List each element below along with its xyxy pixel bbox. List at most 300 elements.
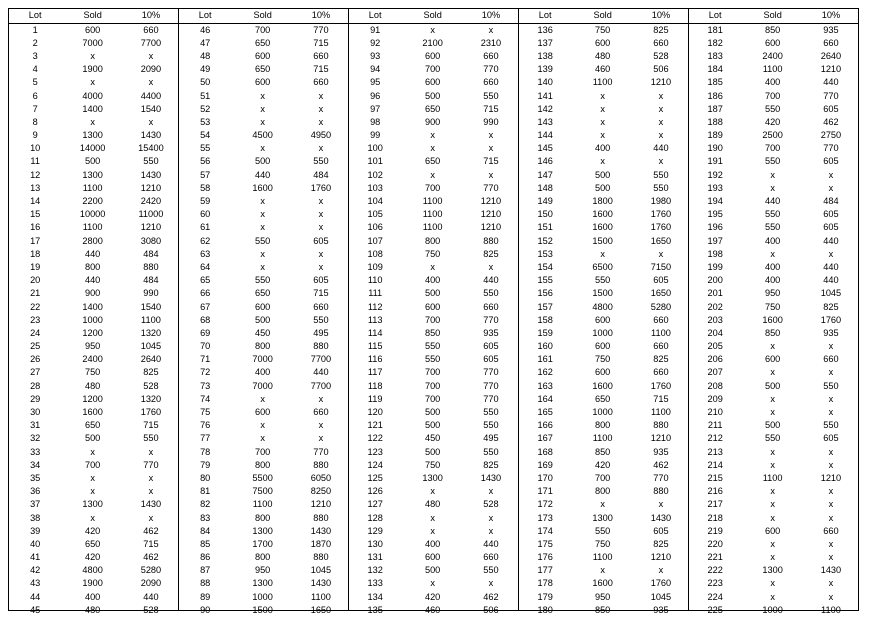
sold-cell: x (770, 393, 775, 404)
table-row (349, 50, 518, 63)
ten-percent-cell: 1210 (480, 222, 502, 233)
ten-percent-cell: 660 (143, 24, 159, 35)
table-row (179, 116, 348, 129)
table-row (349, 261, 518, 274)
table-row (689, 406, 858, 419)
ten-percent-cell: 4950 (310, 130, 332, 141)
table-row (179, 182, 348, 195)
lot-cell: 12 (30, 169, 41, 180)
lot-cell: 101 (367, 156, 383, 167)
sold-cell: 1300 (82, 499, 103, 510)
ten-percent-cell: x (148, 486, 154, 497)
ten-percent-cell: 715 (483, 156, 499, 167)
table-row (179, 525, 348, 538)
table-row (689, 155, 858, 168)
table-row (179, 577, 348, 590)
table-row (519, 76, 688, 89)
table-row (689, 604, 858, 617)
ten-percent-cell: x (488, 512, 494, 523)
lot-cell: 99 (370, 130, 381, 141)
ten-percent-cell: 550 (313, 156, 329, 167)
sold-cell: 600 (424, 50, 441, 61)
sold-cell: x (600, 156, 605, 167)
lot-cell: 145 (537, 143, 553, 154)
sold-cell: 950 (84, 341, 101, 352)
sold-cell: 400 (84, 591, 101, 602)
lot-cell: 49 (200, 64, 211, 75)
lot-cell: 115 (367, 341, 383, 352)
ten-percent-cell: 770 (483, 380, 499, 391)
sold-cell: 1800 (592, 196, 613, 207)
sold-cell: 1200 (82, 393, 103, 404)
lot-cell: 103 (367, 182, 383, 193)
table-row (349, 538, 518, 551)
table-row (179, 169, 348, 182)
table-row (349, 393, 518, 406)
sold-cell: x (260, 222, 265, 233)
sold-cell: 500 (764, 380, 781, 391)
lot-cell: 165 (537, 407, 553, 418)
sold-cell: 6500 (592, 261, 613, 272)
table-row (179, 301, 348, 314)
table-row (349, 472, 518, 485)
lot-cell: 93 (370, 50, 381, 61)
ten-percent-cell: 7700 (310, 354, 332, 365)
ten-percent-cell: x (488, 261, 494, 272)
table-row (519, 208, 688, 221)
lot-cell: 185 (707, 77, 723, 88)
lot-cell: 141 (537, 90, 553, 101)
ten-percent-cell: 1320 (140, 393, 162, 404)
sold-cell: 1300 (592, 512, 613, 523)
ten-percent-cell: 1430 (480, 472, 502, 483)
sold-cell: 550 (254, 275, 271, 286)
table-row (349, 24, 518, 37)
sold-cell: x (430, 578, 435, 589)
table-row (349, 498, 518, 511)
ten-percent-cell: 935 (823, 327, 839, 338)
ten-percent-cell: 4400 (140, 90, 162, 101)
ten-percent-cell: 2310 (480, 37, 502, 48)
sold-cell: 1100 (762, 472, 783, 483)
ten-percent-cell: 440 (823, 235, 839, 246)
ten-percent-cell: x (488, 169, 494, 180)
ten-percent-cell: 1210 (140, 222, 162, 233)
lot-cell: 23 (30, 314, 41, 325)
ten-percent-cell: 660 (653, 341, 669, 352)
table-row (349, 103, 518, 116)
ten-percent-cell: 880 (313, 341, 329, 352)
sold-cell: x (260, 103, 265, 114)
table-row (9, 24, 178, 37)
sold-cell: x (430, 486, 435, 497)
sold-cell: 1300 (82, 169, 103, 180)
table-row (349, 446, 518, 459)
lot-cell: 61 (200, 222, 211, 233)
lot-cell: 150 (537, 209, 553, 220)
ten-percent-cell: 715 (143, 538, 159, 549)
table-row (519, 498, 688, 511)
ten-percent-cell: 5280 (650, 301, 672, 312)
table-row (179, 63, 348, 76)
table-row (689, 419, 858, 432)
lot-cell: 31 (30, 420, 41, 431)
lot-cell: 97 (370, 103, 381, 114)
sold-cell: 1300 (252, 578, 273, 589)
header-row (349, 9, 518, 24)
sold-cell: x (90, 486, 95, 497)
sold-cell: 750 (594, 354, 611, 365)
lot-cell: 2 (32, 37, 38, 48)
table-column-group (348, 9, 518, 615)
sold-cell: 550 (424, 341, 441, 352)
lot-cell: 188 (707, 116, 723, 127)
ten-percent-cell: 770 (143, 459, 159, 470)
lot-cell: 219 (707, 525, 723, 536)
ten-percent-cell: x (318, 261, 324, 272)
sold-cell: 650 (424, 103, 441, 114)
table-row (519, 248, 688, 261)
lot-cell: 139 (537, 64, 553, 75)
table-row (9, 155, 178, 168)
table-row (349, 129, 518, 142)
sold-cell: x (430, 130, 435, 141)
table-row (519, 577, 688, 590)
lot-cell: 208 (707, 380, 723, 391)
lot-cell: 40 (30, 538, 41, 549)
sold-cell: 550 (424, 354, 441, 365)
ten-percent-cell: 770 (483, 182, 499, 193)
sold-cell: 600 (764, 37, 781, 48)
sold-cell: 750 (594, 538, 611, 549)
table-row (689, 37, 858, 50)
sold-cell: 550 (764, 209, 781, 220)
table-row (179, 366, 348, 379)
table-row (689, 551, 858, 564)
lot-cell: 151 (537, 222, 553, 233)
lot-cell: 39 (30, 525, 41, 536)
lot-cell: 9 (32, 130, 38, 141)
lot-cell: 17 (30, 235, 41, 246)
ten-percent-cell: 1650 (310, 604, 332, 615)
table-row (689, 577, 858, 590)
sold-cell: 420 (424, 591, 441, 602)
ten-percent-cell: 1760 (650, 578, 672, 589)
ten-percent-cell: 605 (313, 235, 329, 246)
ten-percent-cell: 1760 (310, 182, 332, 193)
sold-cell: 500 (424, 288, 441, 299)
sold-cell: 700 (424, 380, 441, 391)
lot-cell: 149 (537, 196, 553, 207)
ten-percent-cell: 825 (483, 248, 499, 259)
ten-percent-cell: 1100 (311, 591, 331, 602)
lot-cell: 92 (370, 37, 381, 48)
ten-percent-cell: 1430 (310, 525, 332, 536)
sold-cell: 7500 (252, 486, 273, 497)
sold-header: Sold (423, 10, 442, 20)
table-row (519, 419, 688, 432)
sold-cell: x (260, 196, 265, 207)
table-row (9, 248, 178, 261)
ten-percent-cell: 605 (313, 275, 329, 286)
ten-percent-cell: x (148, 116, 154, 127)
lot-cell: 96 (370, 90, 381, 101)
table-row (179, 472, 348, 485)
table-row (519, 472, 688, 485)
ten-percent-cell: x (148, 77, 154, 88)
sold-cell: 600 (254, 77, 271, 88)
sold-cell: 700 (424, 182, 441, 193)
sold-cell: 480 (84, 604, 101, 615)
sold-cell: 550 (594, 275, 611, 286)
ten-percent-cell: 660 (483, 77, 499, 88)
sold-cell: 550 (764, 433, 781, 444)
sold-cell: 440 (84, 275, 101, 286)
lot-cell: 4 (32, 64, 38, 75)
table-row (519, 327, 688, 340)
ten-percent-cell: 7700 (310, 380, 332, 391)
ten-percent-cell: 825 (653, 538, 669, 549)
table-row (9, 76, 178, 89)
lot-cell: 106 (367, 222, 383, 233)
ten-percent-cell: 1100 (141, 314, 161, 325)
lot-cell: 170 (537, 472, 553, 483)
sold-header: Sold (593, 10, 612, 20)
lot-cell: 74 (200, 393, 211, 404)
ten-percent-cell: 1210 (140, 182, 162, 193)
sold-cell: x (600, 565, 605, 576)
lot-cell: 211 (707, 420, 723, 431)
lot-cell: 210 (707, 407, 723, 418)
lot-cell: 105 (367, 209, 383, 220)
sold-cell: 750 (424, 459, 441, 470)
lot-cell: 27 (30, 367, 41, 378)
table-row (179, 274, 348, 287)
sold-cell: x (430, 24, 435, 35)
sold-cell: x (770, 499, 775, 510)
ten-percent-cell: 1650 (650, 288, 672, 299)
ten-percent-header: 10% (481, 10, 501, 20)
table-row (179, 564, 348, 577)
sold-cell: 550 (764, 156, 781, 167)
lot-cell: 198 (707, 248, 723, 259)
table-row (349, 525, 518, 538)
sold-cell: 1100 (592, 77, 613, 88)
table-row (349, 564, 518, 577)
table-row (349, 577, 518, 590)
ten-percent-cell: 660 (483, 301, 499, 312)
ten-percent-cell: 440 (653, 143, 669, 154)
sold-cell: 2100 (422, 37, 443, 48)
sold-cell: 500 (424, 420, 441, 431)
lot-cell: 179 (537, 591, 553, 602)
lot-cell: 108 (367, 248, 383, 259)
table-row (179, 604, 348, 617)
ten-percent-cell: 2640 (820, 50, 842, 61)
lot-cell: 90 (200, 604, 211, 615)
ten-percent-cell: 660 (653, 37, 669, 48)
sold-cell: 450 (424, 433, 441, 444)
table-row (349, 90, 518, 103)
lot-cell: 209 (707, 393, 723, 404)
sold-cell: 700 (764, 90, 781, 101)
table-row (9, 472, 178, 485)
ten-percent-cell: 462 (823, 116, 839, 127)
sold-cell: 4800 (82, 565, 103, 576)
sold-cell: 1500 (252, 604, 273, 615)
sold-cell: 600 (594, 367, 611, 378)
ten-percent-cell: 2090 (140, 578, 162, 589)
lot-cell: 6 (32, 90, 38, 101)
sold-cell: 950 (594, 591, 611, 602)
lot-cell: 85 (200, 538, 211, 549)
table-row (9, 287, 178, 300)
sold-cell: x (770, 341, 775, 352)
lot-cell: 7 (32, 103, 38, 114)
lot-cell: 94 (370, 64, 381, 75)
lot-cell: 80 (200, 472, 211, 483)
table-row (9, 393, 178, 406)
table-row (9, 459, 178, 472)
lot-cell: 171 (537, 486, 553, 497)
lot-cell: 53 (200, 116, 211, 127)
table-row (689, 327, 858, 340)
sold-cell: 460 (424, 604, 441, 615)
lot-cell: 52 (200, 103, 211, 114)
sold-cell: x (600, 499, 605, 510)
table-row (9, 195, 178, 208)
ten-percent-header: 10% (651, 10, 671, 20)
ten-percent-cell: 1210 (650, 433, 672, 444)
sold-cell: 750 (84, 367, 101, 378)
lot-cell: 43 (30, 578, 41, 589)
ten-percent-cell: 550 (483, 288, 499, 299)
table-row (9, 498, 178, 511)
lot-cell: 100 (367, 143, 383, 154)
lot-cell: 143 (537, 116, 553, 127)
lot-cell: 77 (200, 433, 211, 444)
table-row (689, 221, 858, 234)
sold-cell: 850 (764, 24, 781, 35)
sold-cell: 600 (424, 301, 441, 312)
ten-percent-cell: 1430 (820, 565, 842, 576)
sold-cell: 1000 (592, 327, 613, 338)
lot-cell: 207 (707, 367, 723, 378)
table-row (179, 221, 348, 234)
ten-percent-cell: 1760 (820, 314, 842, 325)
sold-cell: x (770, 367, 775, 378)
sold-cell: 5500 (252, 472, 273, 483)
lot-cell: 142 (537, 103, 553, 114)
table-row (179, 235, 348, 248)
sold-cell: x (260, 209, 265, 220)
sold-cell: 600 (594, 314, 611, 325)
lot-cell: 130 (367, 538, 383, 549)
table-row (519, 485, 688, 498)
sold-cell: 1500 (592, 235, 613, 246)
table-row (179, 419, 348, 432)
ten-percent-cell: 605 (823, 103, 839, 114)
sold-cell: x (770, 182, 775, 193)
ten-percent-cell: 1210 (820, 64, 842, 75)
ten-percent-cell: 770 (823, 143, 839, 154)
lot-cell: 64 (200, 261, 211, 272)
lot-cell: 67 (200, 301, 211, 312)
lot-cell: 178 (537, 578, 553, 589)
ten-percent-cell: 605 (823, 209, 839, 220)
table-row (179, 314, 348, 327)
sold-cell: x (90, 50, 95, 61)
table-row (689, 261, 858, 274)
sold-cell: 2200 (82, 196, 103, 207)
ten-percent-cell: 825 (143, 367, 159, 378)
table-row (519, 103, 688, 116)
sold-cell: 1100 (422, 222, 443, 233)
ten-percent-cell: 550 (143, 433, 159, 444)
ten-percent-cell: x (318, 222, 324, 233)
sold-cell: 550 (764, 222, 781, 233)
ten-percent-cell: 715 (313, 64, 329, 75)
table-row (349, 235, 518, 248)
table-row (689, 116, 858, 129)
lot-cell: 220 (707, 538, 723, 549)
ten-percent-cell: 935 (823, 24, 839, 35)
table-row (9, 591, 178, 604)
table-row (349, 76, 518, 89)
table-column-group (9, 9, 178, 615)
table-row (9, 551, 178, 564)
ten-percent-cell: 484 (143, 248, 159, 259)
table-row (349, 340, 518, 353)
sold-cell: 700 (424, 64, 441, 75)
sold-cell: 500 (594, 182, 611, 193)
lot-cell: 18 (30, 248, 41, 259)
sold-cell: 700 (84, 459, 101, 470)
sold-header: Sold (763, 10, 782, 20)
table-row (349, 155, 518, 168)
ten-percent-cell: 550 (483, 90, 499, 101)
lot-cell: 218 (707, 512, 723, 523)
ten-percent-cell: 1045 (820, 288, 842, 299)
sold-cell: x (600, 103, 605, 114)
table-row (689, 142, 858, 155)
table-column-group (178, 9, 348, 615)
table-row (519, 287, 688, 300)
ten-percent-cell: 1100 (651, 327, 671, 338)
sold-cell: 400 (764, 77, 781, 88)
ten-percent-cell: x (828, 248, 834, 259)
table-row (689, 353, 858, 366)
sold-cell: 500 (254, 314, 271, 325)
lot-header: Lot (538, 10, 552, 20)
ten-percent-cell: x (488, 143, 494, 154)
ten-percent-cell: x (828, 407, 834, 418)
table-row (9, 301, 178, 314)
table-row (689, 274, 858, 287)
lot-cell: 157 (537, 301, 553, 312)
sold-cell: 400 (764, 275, 781, 286)
sold-cell: 800 (254, 341, 271, 352)
ten-percent-cell: x (828, 459, 834, 470)
table-row (519, 538, 688, 551)
ten-percent-cell: x (828, 341, 834, 352)
lot-cell: 163 (537, 380, 553, 391)
table-row (9, 577, 178, 590)
lot-cell: 200 (707, 275, 723, 286)
ten-percent-cell: 880 (143, 261, 159, 272)
sold-cell: x (770, 459, 775, 470)
ten-percent-cell: 715 (483, 103, 499, 114)
